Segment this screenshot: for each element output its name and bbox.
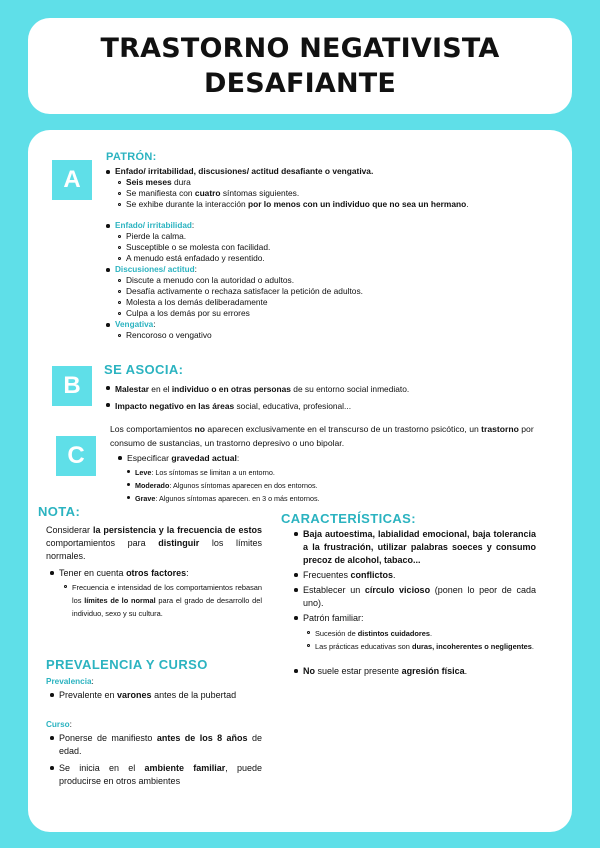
list-item: Las prácticas educativas son duras, incoherentes o negligentes. [306,640,536,653]
se-asocia-heading: SE ASOCIA: [104,362,184,377]
badge-a: A [52,160,92,200]
list-item: Malestar en el individuo o en otras personas de su entorno social inmediato. [104,382,564,397]
list-item: Se manifiesta con cuatro síntomas siguientes. [117,188,557,199]
list-item: Susceptible o se molesta con facilidad. [117,242,537,253]
list-item: Desafía activamente o rechaza satisfacer la petición de adultos. [117,286,537,297]
list-item: No suele estar presente agresión física. [292,665,536,678]
list-item: Tener en cuenta otros factores: [48,567,262,580]
list-item: Discute a menudo con la autoridad o adultos. [117,275,537,286]
page-title: TRASTORNO NEGATIVISTA DESAFIANTE [100,33,500,99]
group-vengativa [104,319,544,330]
prevalencia-list [48,689,262,702]
group-enfado-label: Enfado/ irritabilidad: [104,220,544,231]
group-discusiones-list [117,275,537,319]
list-item: Baja autoestima, labialidad emocional, baja tolerancia a la frustración, utilizar palabras soeces y consumo precoz de alcohol, tabaco... [292,528,536,567]
section-c-paragraph: Los comportamientos no aparecen exclusivamente en el transcurso de un trastorno psicótico, un trastorno por consumo de sustancias, un trastorno depresivo o uno bipolar. [110,424,534,448]
group-vengativa-list [117,330,537,341]
group-discusiones [104,264,544,275]
patron-list [104,166,564,177]
nota-sub-list [63,581,262,620]
list-item: Se inicia en el ambiente familiar, puede producirse en otros ambientes [48,762,262,788]
gravedad-list [116,452,556,465]
prevalencia-label: Prevalencia: [46,677,94,686]
title-card [28,18,572,114]
badge-c: C [56,436,96,476]
list-item: Se exhibe durante la interacción por lo menos con un individuo que no sea un hermano. [117,199,557,210]
patron-familiar-list [306,627,536,653]
group-vengativa-label: Vengativa: [104,319,544,330]
list-item: Moderado: Algunos síntomas aparecen en dos entornos. [126,479,546,492]
list-item: Molesta a los demás deliberadamente [117,297,537,308]
group-discusiones-label: Discusiones/ actitud: [104,264,544,275]
patron-sub-list [117,177,557,210]
caracteristicas-last [292,665,536,678]
prevalencia-heading: PREVALENCIA Y CURSO [46,657,208,672]
list-item: Sucesión de distintos cuidadores. [306,627,536,640]
list-item: Culpa a los demás por su errores [117,308,537,319]
se-asocia-list [104,382,564,414]
gravedad-levels [126,466,546,505]
list-item: A menudo está enfadado y resentido. [117,253,537,264]
list-item: Establecer un círculo vicioso (ponen lo peor de cada uno). [292,584,536,610]
nota-heading: NOTA: [38,504,81,519]
list-item: Seis meses dura [117,177,557,188]
list-item: Pierde la calma. [117,231,537,242]
curso-list [48,732,262,788]
nota-factors [48,567,262,580]
list-item: Rencoroso o vengativo [117,330,537,341]
badge-b: B [52,366,92,406]
patron-heading: PATRÓN: [106,151,157,163]
list-item: Frecuentes conflictos. [292,569,536,582]
group-enfado-list [117,231,537,264]
caracteristicas-list [292,528,536,625]
nota-paragraph: Considerar la persistencia y la frecuencia de estos comportamientos para distinguir los límites normales. [46,525,262,561]
main-card [28,130,572,832]
list-item: Grave: Algunos síntomas aparecen. en 3 o más entornos. [126,492,546,505]
list-item: Patrón familiar: [292,612,536,625]
patron-main-item: Enfado/ irritabilidad, discusiones/ actitud desafiante o vengativa. [104,166,564,177]
caracteristicas-heading: CARACTERÍSTICAS: [281,511,416,526]
list-item: Impacto negativo en las áreas social, educativa, profesional... [104,399,564,414]
patron-groups [104,220,544,231]
list-item: Ponerse de manifiesto antes de los 8 años de edad. [48,732,262,758]
curso-label: Curso: [46,720,72,729]
list-item: Prevalente en varones antes de la pubertad [48,689,262,702]
list-item: Frecuencia e intensidad de los comportamientos rebasan los límites de lo normal para el grado de desarrollo del individuo, sexo y su cultura. [63,581,262,620]
list-item: Especificar gravedad actual: [116,452,556,465]
list-item: Leve: Los síntomas se limitan a un entorno. [126,466,546,479]
